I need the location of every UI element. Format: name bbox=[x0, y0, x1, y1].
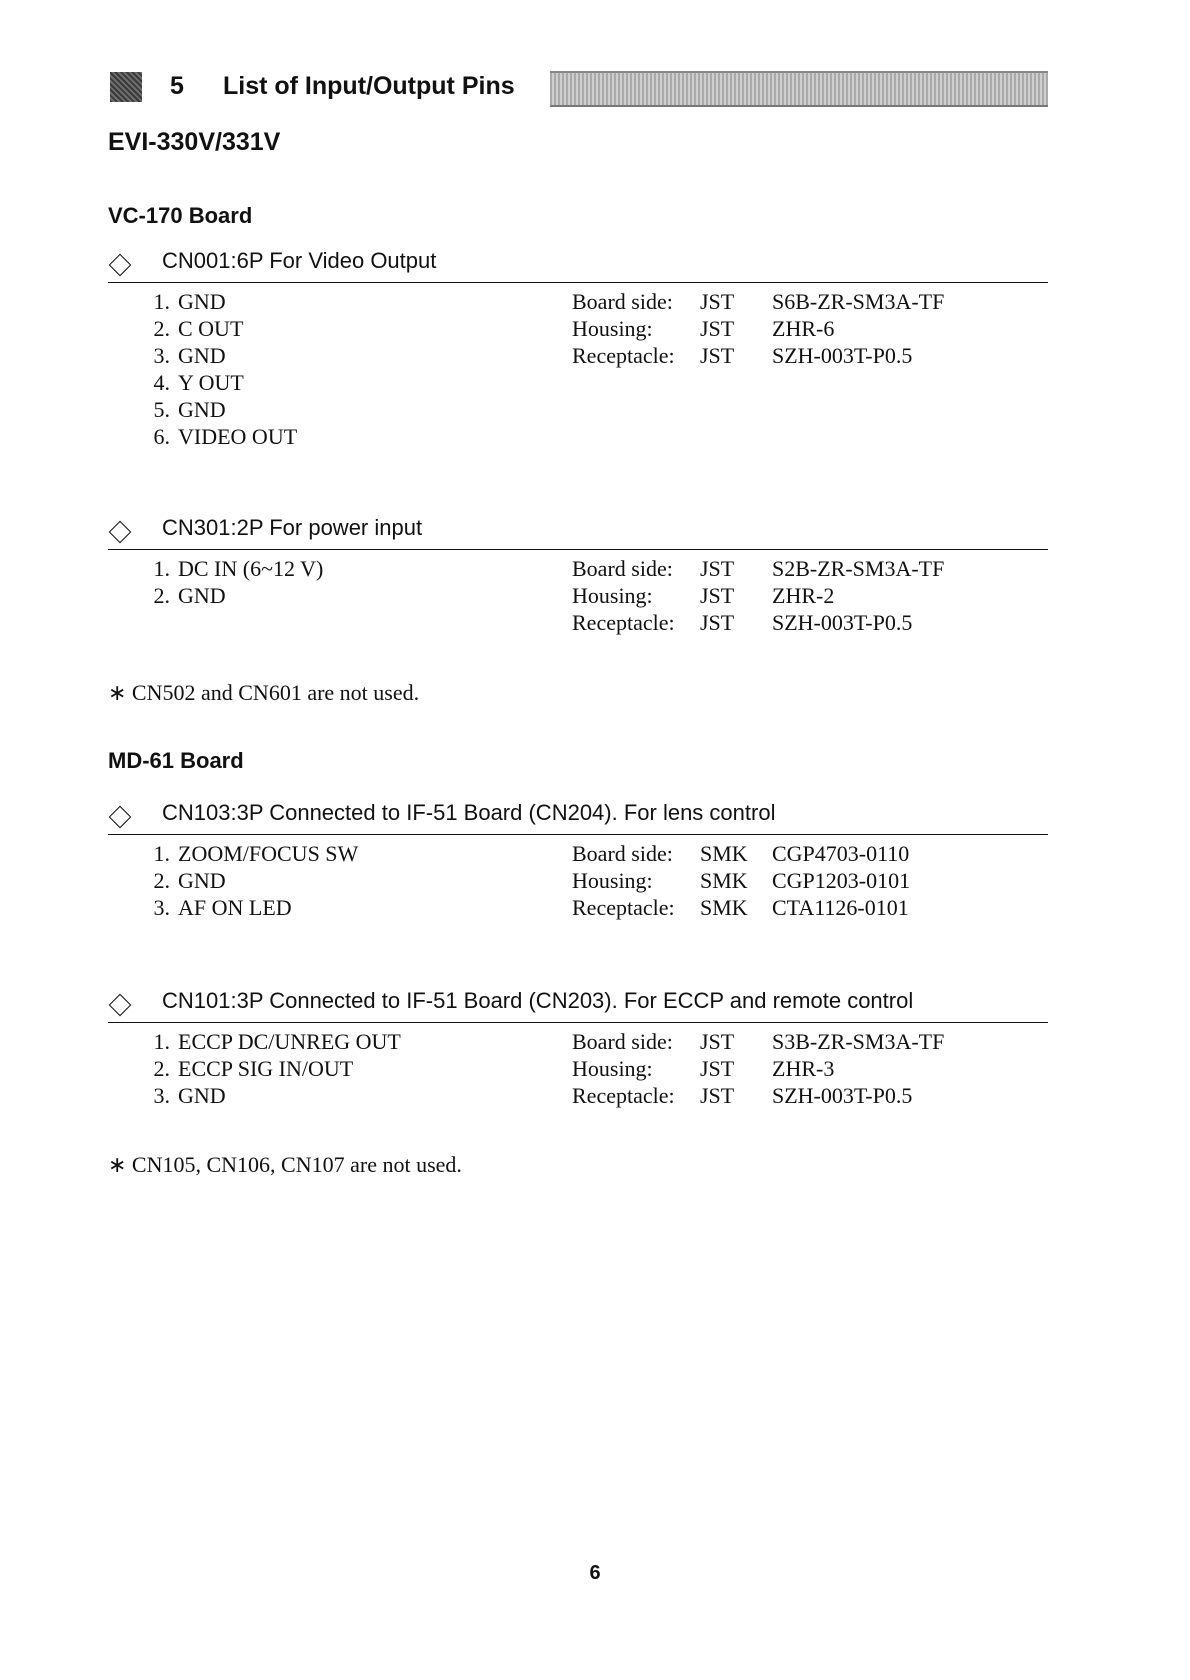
spec-row: Receptacle: JST SZH-003T-P0.5 bbox=[572, 1083, 913, 1108]
pin-item: 1. ZOOM/FOCUS SW bbox=[153, 841, 359, 866]
connector-title: CN301:2P For power input bbox=[162, 515, 423, 540]
section-marker-icon bbox=[110, 72, 142, 102]
spec-list bbox=[572, 840, 1052, 921]
pin-item: 1. GND bbox=[153, 289, 226, 314]
board-title-vc170: VC-170 Board bbox=[108, 203, 253, 228]
divider bbox=[108, 282, 1048, 283]
pin-item: 6. VIDEO OUT bbox=[153, 424, 298, 449]
model-heading: EVI-330V/331V bbox=[108, 128, 281, 156]
spec-row: Board side: JST S6B-ZR-SM3A-TF bbox=[572, 289, 945, 314]
page-number: 6 bbox=[589, 1562, 601, 1584]
spec-row: Housing: JST ZHR-3 bbox=[572, 1056, 835, 1081]
pin-item: 2. C OUT bbox=[153, 316, 244, 341]
spec-row: Housing: JST ZHR-6 bbox=[572, 316, 835, 341]
pin-list bbox=[138, 1028, 401, 1109]
spec-list bbox=[572, 1028, 1052, 1109]
spec-row: Housing: JST ZHR-2 bbox=[572, 583, 835, 608]
section-number: 5 bbox=[170, 72, 184, 100]
note-md61: ∗ CN105, CN106, CN107 are not used. bbox=[108, 1152, 462, 1177]
divider bbox=[108, 549, 1048, 550]
connector-cn101 bbox=[108, 988, 1048, 1108]
connector-cn001 bbox=[108, 248, 1048, 449]
board-title-md61: MD-61 Board bbox=[108, 748, 244, 773]
spec-row: Housing: SMK CGP1203-0101 bbox=[572, 868, 911, 893]
section-header bbox=[110, 70, 1048, 104]
connector-cn301 bbox=[108, 515, 1048, 635]
pin-item: 5. GND bbox=[153, 397, 226, 422]
spec-row: Receptacle: SMK CTA1126-0101 bbox=[572, 895, 909, 920]
connector-cn103 bbox=[108, 800, 1048, 920]
pin-item: 2. GND bbox=[153, 583, 226, 608]
diamond-icon bbox=[109, 521, 132, 544]
section-title: List of Input/Output Pins bbox=[223, 72, 515, 100]
spec-list bbox=[572, 555, 1052, 636]
spec-row: Board side: JST S3B-ZR-SM3A-TF bbox=[572, 1029, 945, 1054]
connector-title: CN101:3P Connected to IF-51 Board (CN203). For ECCP and remote control bbox=[162, 988, 914, 1013]
pin-item: 4. Y OUT bbox=[153, 370, 244, 395]
connector-title: CN103:3P Connected to IF-51 Board (CN204). For lens control bbox=[162, 800, 776, 825]
pin-item: 2. ECCP SIG IN/OUT bbox=[153, 1056, 354, 1081]
pin-list bbox=[138, 555, 323, 609]
pin-item: 3. AF ON LED bbox=[153, 895, 292, 920]
spec-row: Board side: SMK CGP4703-0110 bbox=[572, 841, 910, 866]
diamond-icon bbox=[109, 254, 132, 277]
diamond-icon bbox=[109, 806, 132, 829]
pin-item: 2. GND bbox=[153, 868, 226, 893]
pin-item: 3. GND bbox=[153, 1083, 226, 1108]
note-vc170: ∗ CN502 and CN601 are not used. bbox=[108, 680, 420, 705]
divider bbox=[108, 834, 1048, 835]
pin-list bbox=[138, 840, 358, 921]
pin-list bbox=[138, 288, 297, 450]
section-header-bar bbox=[550, 71, 1048, 107]
spec-list bbox=[572, 288, 1052, 369]
diamond-icon bbox=[109, 994, 132, 1017]
pin-item: 3. GND bbox=[153, 343, 226, 368]
spec-row: Board side: JST S2B-ZR-SM3A-TF bbox=[572, 556, 945, 581]
spec-row: Receptacle: JST SZH-003T-P0.5 bbox=[572, 610, 913, 635]
pin-item: 1. DC IN (6~12 V) bbox=[153, 556, 324, 581]
spec-row: Receptacle: JST SZH-003T-P0.5 bbox=[572, 343, 913, 368]
connector-title: CN001:6P For Video Output bbox=[162, 248, 437, 273]
pin-item: 1. ECCP DC/UNREG OUT bbox=[153, 1029, 401, 1054]
divider bbox=[108, 1022, 1048, 1023]
